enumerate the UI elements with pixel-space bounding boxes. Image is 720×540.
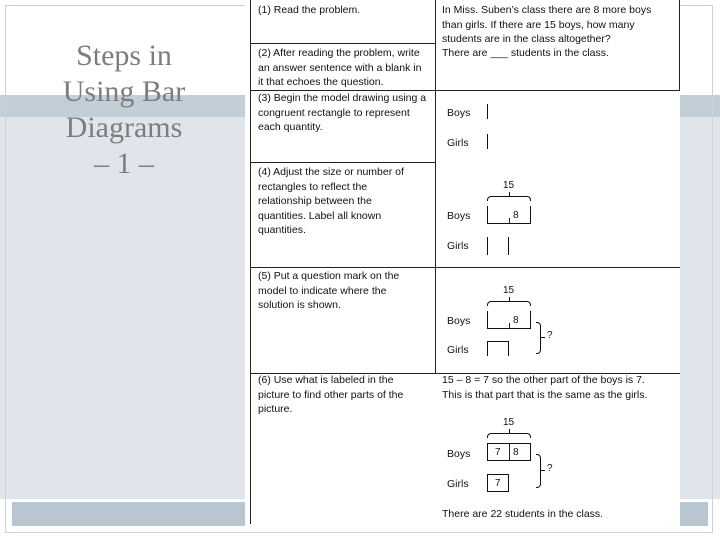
step-2-text — [258, 46, 421, 90]
step-line: picture. — [258, 403, 293, 415]
brace-tip — [541, 337, 545, 338]
boys-label: Boys — [447, 210, 471, 222]
step-3-text — [258, 91, 426, 135]
boys-label: Boys — [447, 448, 471, 460]
boys-part-label: 7 — [495, 447, 501, 458]
step-line: each quantity. — [258, 121, 323, 133]
table-divider-vertical — [250, 162, 251, 524]
question-mark: ? — [547, 463, 553, 474]
step-5-text — [258, 269, 399, 313]
step-line: (1) Read the problem. — [258, 4, 361, 16]
total-brace — [487, 301, 531, 306]
girls-label: Girls — [447, 344, 469, 356]
answer-sentence: There are ___ students in the class. — [442, 47, 609, 59]
table-divider-vertical — [250, 0, 251, 90]
brace-tip — [509, 297, 510, 301]
table-divider-vertical — [250, 90, 251, 162]
table-row-divider — [250, 267, 680, 268]
total-label: 15 — [503, 285, 515, 296]
bar-divider — [509, 443, 510, 461]
total-label: 15 — [503, 417, 515, 428]
table-row-divider — [250, 162, 436, 163]
step-line: solution is shown. — [258, 299, 341, 311]
boys-label: Boys — [447, 315, 471, 327]
total-students-brace — [536, 454, 541, 488]
table-divider-vertical — [435, 267, 436, 373]
solution-line: This is that part that is the same as the girls. — [442, 388, 648, 401]
total-brace — [487, 196, 531, 201]
step-line: (4) Adjust the size or number of — [258, 166, 404, 178]
table-divider-vertical — [435, 90, 436, 162]
steps-table — [245, 0, 680, 526]
step-line: relationship between the — [258, 195, 372, 207]
slide-title — [40, 38, 208, 182]
step-line: it that echoes the question. — [258, 76, 384, 88]
table-row-divider — [250, 43, 436, 44]
girls-bar — [487, 237, 509, 255]
bar-divider — [509, 323, 510, 329]
problem-text — [442, 3, 651, 47]
girls-bar — [487, 341, 509, 356]
girls-label: Girls — [447, 137, 469, 149]
step-line: congruent rectangle to represent — [258, 106, 410, 119]
total-brace — [487, 433, 531, 438]
girls-label: Girls — [447, 478, 469, 490]
table-divider-vertical — [679, 0, 680, 90]
final-answer: There are 22 students in the class. — [442, 508, 604, 520]
step-line: (2) After reading the problem, write — [258, 47, 420, 59]
girls-bar — [487, 134, 509, 149]
step-line: rectangles to reflect the — [258, 180, 368, 193]
slide-title-line: Diagrams — [65, 111, 183, 144]
girls-part-label: 7 — [495, 478, 501, 489]
step-line: (3) Begin the model drawing using a — [258, 92, 427, 104]
brace-tip — [509, 192, 510, 196]
step-line: picture to find other parts of the — [258, 388, 404, 401]
problem-line: students are in the class altogether? — [442, 33, 611, 45]
boys-label: Boys — [447, 107, 471, 119]
problem-line: In Miss. Suben’s class there are 8 more boys — [442, 4, 652, 16]
table-divider-vertical — [435, 162, 436, 274]
girls-label: Girls — [447, 240, 469, 252]
slide-title-line: Steps in — [76, 39, 172, 72]
step-6-solution — [442, 373, 647, 402]
step-4-text — [258, 165, 404, 238]
brace-tip — [541, 470, 545, 471]
total-label: 15 — [503, 180, 515, 191]
slide-title-line: Using Bar — [62, 75, 186, 108]
step-6-text — [258, 373, 403, 417]
difference-label: 8 — [513, 447, 519, 458]
difference-label: 8 — [513, 210, 519, 221]
step-line: an answer sentence with a blank in — [258, 61, 422, 74]
step-line: model to indicate where the — [258, 284, 387, 297]
slide-title-line: – 1 – — [94, 147, 154, 180]
solution-line: 15 – 8 = 7 so the other part of the boys is 7. — [442, 374, 645, 386]
step-1-text — [258, 3, 360, 18]
difference-label: 8 — [513, 315, 519, 326]
question-mark: ? — [547, 330, 553, 341]
bar-divider — [509, 218, 510, 224]
table-divider-vertical — [435, 0, 436, 90]
step-line: quantities. — [258, 224, 306, 236]
total-students-brace — [536, 322, 541, 354]
step-line: (5) Put a question mark on the — [258, 270, 400, 282]
brace-tip — [509, 429, 510, 433]
problem-line: than girls. If there are 15 boys, how many — [442, 18, 635, 31]
step-line: (6) Use what is labeled in the — [258, 374, 394, 386]
boys-bar — [487, 104, 509, 119]
step-line: quantities. Label all known — [258, 209, 382, 222]
